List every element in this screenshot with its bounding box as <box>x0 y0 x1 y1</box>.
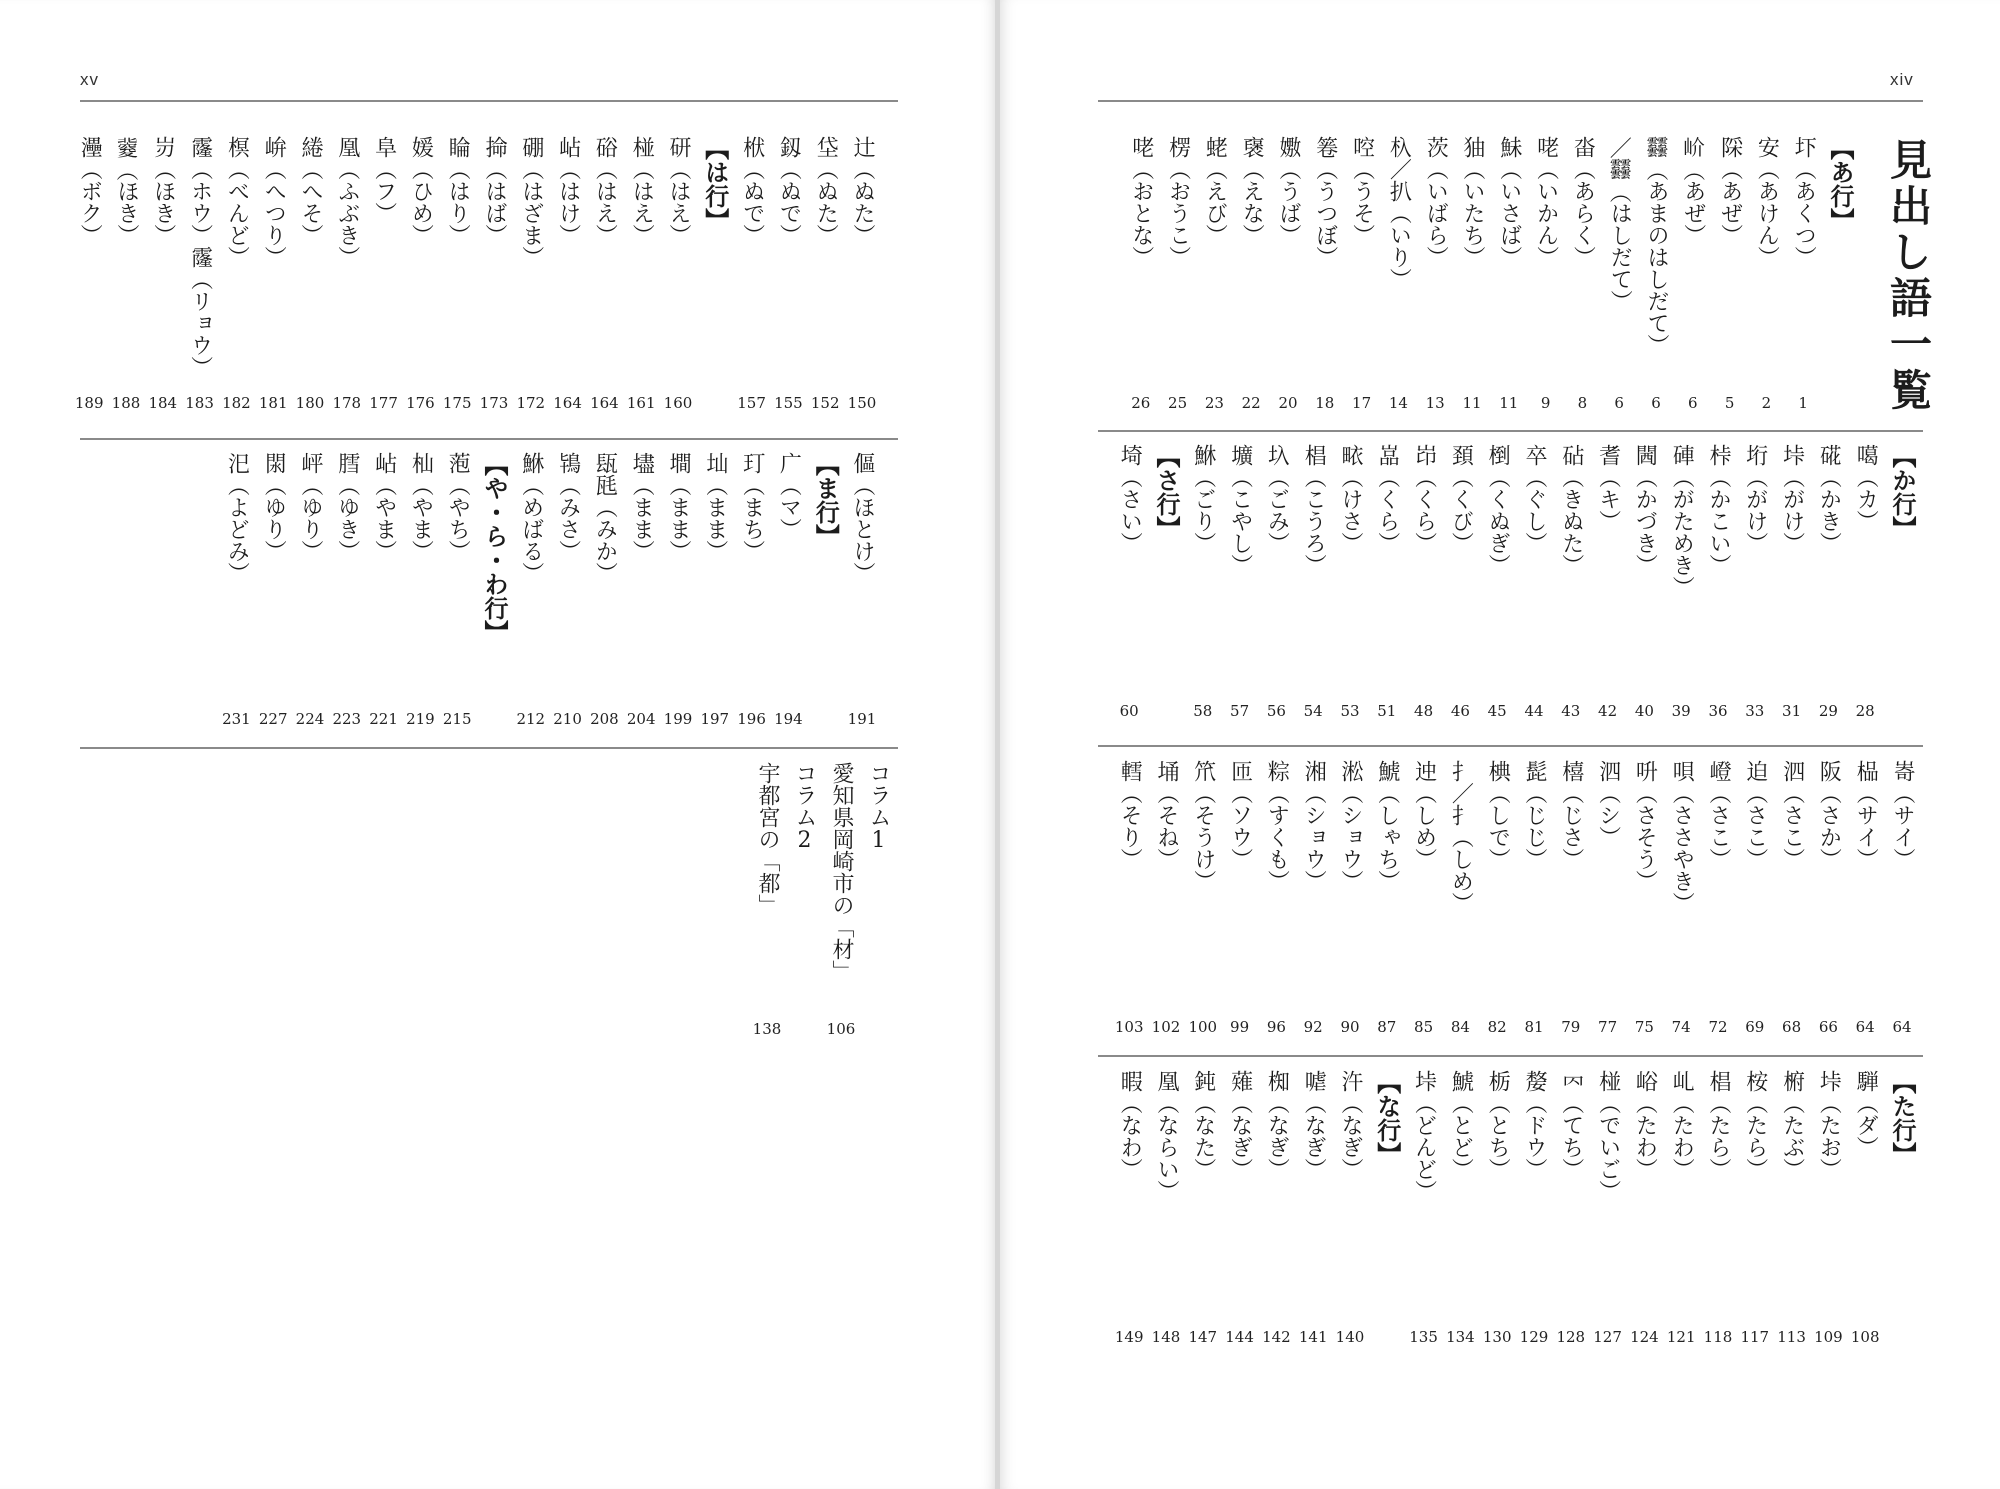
entry-text: 岃（ほき） <box>150 136 176 246</box>
entry-text: 茨（いばら） <box>1423 136 1449 268</box>
entry-page-number: 6 <box>1688 394 1698 412</box>
entry-page-number: 11 <box>1462 394 1482 412</box>
entry-page-number: 102 <box>1151 1018 1181 1036</box>
band-divider-right-3 <box>1098 1055 1923 1057</box>
entry-text: 垳（がけ） <box>1742 444 1768 554</box>
entry-page-number: 176 <box>406 394 435 412</box>
entry-page-number: 148 <box>1151 1328 1181 1346</box>
entry-text: 鈍（なた） <box>1190 1070 1216 1180</box>
entry-page-number: 58 <box>1193 702 1213 720</box>
right-band-3 <box>1000 760 2000 1060</box>
entry-text: 栃（とち） <box>1485 1070 1511 1180</box>
entry-text: 睔（はり） <box>445 136 471 246</box>
entry-page-number: 231 <box>222 710 251 728</box>
entry-page-number: 66 <box>1818 1018 1838 1036</box>
section-heading-label: 【さ行】 <box>1152 444 1180 540</box>
entry-page-number: 29 <box>1818 702 1838 720</box>
entry-text: 匝（ソウ） <box>1227 760 1253 870</box>
entry-page-number: 219 <box>406 710 435 728</box>
entry-page-number: 172 <box>516 394 546 412</box>
entry-text: 桉（たら） <box>1742 1070 1768 1180</box>
entry-text: 釼（ぬで） <box>776 136 802 246</box>
entry-text: 圸（まま） <box>702 452 728 562</box>
entry-text: 埼（さい） <box>1117 444 1143 554</box>
entry-text: 綣（へそ） <box>298 136 323 246</box>
entry-text: 咾（いかん） <box>1533 136 1559 268</box>
entry-text: 峪（たわ） <box>1632 1070 1658 1180</box>
entry-page-number: 103 <box>1114 1018 1144 1036</box>
entry-page-number: 75 <box>1634 1018 1654 1036</box>
entry-text: 髭（じじ） <box>1522 760 1547 870</box>
entry-page-number: 96 <box>1266 1018 1286 1036</box>
entry-text: 硲（はえ） <box>592 136 618 246</box>
page-title: 見出し語一覧 <box>1884 138 1933 414</box>
entry-page-number: 161 <box>626 394 656 412</box>
entry-page-number: 210 <box>553 710 582 728</box>
entry-page-number: 44 <box>1524 702 1544 720</box>
entry-text: 安（あけん） <box>1754 136 1780 268</box>
entry-page-number: 180 <box>295 394 325 412</box>
entry-text: 桛（かこい） <box>1706 444 1731 576</box>
entry-page-number: 142 <box>1262 1328 1291 1346</box>
entry-text: 霳（ホウ）霳（リョウ） <box>187 136 213 378</box>
entry-page-number: 117 <box>1740 1328 1770 1346</box>
entry-page-number: 140 <box>1335 1328 1365 1346</box>
entry-page-number: 57 <box>1230 702 1250 720</box>
entry-text: 椙（たら） <box>1706 1070 1731 1180</box>
right-band-1 <box>1000 136 2000 436</box>
entry-page-number: 87 <box>1377 1018 1397 1036</box>
entry-page-number: 183 <box>185 394 214 412</box>
page-number-left: xv <box>80 70 99 89</box>
entry-text: 壗（まま） <box>629 452 655 562</box>
entry-page-number: 8 <box>1577 394 1588 412</box>
entry-page-number: 85 <box>1414 1018 1434 1036</box>
entry-text: 宇都宮の「都」 <box>755 762 780 916</box>
entry-text: 扌／扌（しめ） <box>1448 760 1474 914</box>
section-heading-label: 【や・ら・わ行】 <box>480 452 508 644</box>
entry-text: 鮴（めばる） <box>518 452 544 584</box>
entry-text: 畓（あらく） <box>1570 136 1596 268</box>
entry-text: 箞（うつぼ） <box>1312 136 1338 268</box>
entry-text: 蛯（えび） <box>1202 136 1228 246</box>
entry-text: 瓺瓱（みか） <box>592 452 618 584</box>
entry-page-number: 45 <box>1487 702 1507 720</box>
entry-text: 閪（かづき） <box>1632 444 1658 576</box>
entry-page-number: 14 <box>1388 394 1408 412</box>
entry-text: 㟢（サイ） <box>1890 760 1915 870</box>
entry-page-number: 11 <box>1499 394 1519 412</box>
entry-page-number: 221 <box>369 710 398 728</box>
entry-text: 榠（べんど） <box>224 136 250 268</box>
entry-text: 㖸（なぎ） <box>1301 1070 1327 1180</box>
entry-page-number: 150 <box>847 394 877 412</box>
right-band-2 <box>1000 444 2000 744</box>
band-divider-left-2 <box>80 747 898 749</box>
entry-text: 壙（こやし） <box>1227 444 1253 576</box>
entry-text: 杁／扒（いり） <box>1386 136 1412 290</box>
entry-text: 鮇（いさば） <box>1496 136 1522 268</box>
entry-text: 閖（ゆり） <box>261 452 287 562</box>
entry-text: 嶝（さこ） <box>1706 760 1731 870</box>
entry-page-number: 134 <box>1446 1328 1475 1346</box>
entry-text: 噶（カ） <box>1853 444 1879 532</box>
entry-text: 頚（くび） <box>1448 444 1474 554</box>
entry-text: 垰（がけ） <box>1779 444 1805 554</box>
entry-text: 薙（なぎ） <box>1227 1070 1253 1180</box>
entry-text: 圦（ごみ） <box>1264 444 1290 554</box>
entry-text: 唄（ささやき） <box>1669 760 1695 914</box>
entry-text: 耆（キ） <box>1595 444 1621 532</box>
entry-text: 岼（ゆり） <box>298 452 323 562</box>
entry-text: 汜（よどみ） <box>224 452 250 584</box>
entry-page-number: 33 <box>1745 702 1765 720</box>
entry-page-number: 5 <box>1724 394 1735 412</box>
entry-text: 垰（たお） <box>1816 1070 1842 1180</box>
entry-page-number: 113 <box>1777 1328 1806 1346</box>
entry-text: 岇（くら） <box>1411 444 1437 554</box>
entry-text: 傴（ほとけ） <box>850 452 875 584</box>
entry-text: 嫐（うば） <box>1276 136 1301 246</box>
entry-page-number: 6 <box>1614 394 1624 412</box>
entry-text: 㹨（いたち） <box>1460 136 1485 268</box>
entry-page-number: 130 <box>1482 1328 1512 1346</box>
left-band-2 <box>0 452 995 752</box>
entry-page-number: 188 <box>111 394 141 412</box>
entry-page-number: 84 <box>1450 1018 1470 1036</box>
entry-page-number: 141 <box>1298 1328 1328 1346</box>
band-divider-left-1 <box>80 438 898 440</box>
entry-text: 𨺉（あぜ） <box>1717 136 1743 246</box>
entry-text: 阪（さか） <box>1816 760 1842 870</box>
entry-page-number: 56 <box>1266 702 1286 720</box>
entry-text: 阜（フ） <box>371 136 397 224</box>
entry-page-number: 54 <box>1303 702 1323 720</box>
entry-text: 榀（サイ） <box>1853 760 1879 870</box>
entry-text: 硴（かき） <box>1816 444 1842 554</box>
band-divider-right-2 <box>1098 745 1923 747</box>
entry-text: 砧（きぬた） <box>1558 444 1584 576</box>
entry-page-number: 43 <box>1561 702 1581 720</box>
entry-text: 𩇔（あまのはしだて） <box>1644 136 1669 356</box>
entry-text: 湘（ショウ） <box>1301 760 1327 892</box>
entry-page-number: 212 <box>516 710 546 728</box>
entry-text: 淞（ショウ） <box>1338 760 1363 892</box>
entry-text: コラム2 <box>792 762 817 853</box>
entry-text: 萢（やち） <box>445 452 471 562</box>
entry-page-number: 28 <box>1855 702 1875 720</box>
entry-text: 椥（なぎ） <box>1264 1070 1290 1180</box>
entry-page-number: 178 <box>332 394 362 412</box>
right-band-4 <box>1000 1070 2000 1370</box>
entry-page-number: 189 <box>74 394 104 412</box>
entry-page-number: 36 <box>1708 702 1728 720</box>
entry-text: 研（はえ） <box>666 136 691 246</box>
top-rule-right <box>1098 100 1923 102</box>
entry-page-number: 138 <box>752 1020 782 1038</box>
entry-text: 畩（けさ） <box>1338 444 1363 554</box>
entry-text: 愛知県岡崎市の「材」 <box>829 762 854 982</box>
entry-text: 鯱（しゃち） <box>1374 760 1400 892</box>
entry-page-number: 42 <box>1598 702 1618 720</box>
entry-page-number: 31 <box>1782 702 1802 720</box>
entry-page-number: 64 <box>1855 1018 1875 1036</box>
page-number-right: xiv <box>1890 70 1914 89</box>
entry-text: 椨（たぶ） <box>1779 1070 1805 1180</box>
entry-page-number: 46 <box>1450 702 1470 720</box>
entry-page-number: 64 <box>1892 1018 1912 1036</box>
left-band-1 <box>0 136 995 436</box>
entry-text: 椪（でいご） <box>1595 1070 1621 1202</box>
entry-page-number: 155 <box>774 394 803 412</box>
entry-text: 橲（じさ） <box>1558 760 1584 870</box>
entry-page-number: 128 <box>1556 1328 1586 1346</box>
entry-page-number: 1 <box>1798 394 1808 412</box>
entry-text: 嵓（くら） <box>1374 444 1400 554</box>
entry-page-number: 224 <box>295 710 325 728</box>
entry-page-number: 160 <box>663 394 693 412</box>
entry-text: ／𩇔（はしだて） <box>1607 136 1633 312</box>
section-heading-label: 【あ行】 <box>1826 136 1854 232</box>
entry-page-number: 77 <box>1598 1018 1618 1036</box>
entry-text: 鴇（みさ） <box>555 452 581 562</box>
entry-text: 騨（ダ） <box>1853 1070 1879 1158</box>
entry-text: 凰（ふぶき） <box>334 136 360 268</box>
entry-page-number: 60 <box>1119 702 1139 720</box>
entry-text: 咾（おとな） <box>1128 136 1154 268</box>
entry-page-number: 17 <box>1352 394 1372 412</box>
entry-text: 硨（がためき） <box>1669 444 1695 598</box>
band-divider-right-1 <box>1098 430 1923 432</box>
entry-page-number: 181 <box>258 394 288 412</box>
entry-text: 广（マ） <box>776 452 802 540</box>
section-heading-label: 【は行】 <box>700 136 729 232</box>
entry-text: 圷（あくつ） <box>1791 136 1817 268</box>
entry-text: 𥨏（ほき） <box>114 136 139 246</box>
entry-page-number: 177 <box>369 394 398 412</box>
entry-page-number: 90 <box>1340 1018 1360 1036</box>
entry-text: 椡（くぬぎ） <box>1485 444 1511 576</box>
entry-page-number: 175 <box>442 394 472 412</box>
entry-text: 襃（えな） <box>1239 136 1265 246</box>
entry-page-number: 197 <box>700 710 730 728</box>
entry-page-number: 121 <box>1666 1328 1696 1346</box>
entry-text: 玎（まち） <box>739 452 765 562</box>
entry-page-number: 51 <box>1377 702 1397 720</box>
entry-text: 凰（ならい） <box>1154 1070 1179 1202</box>
entry-page-number: 39 <box>1671 702 1691 720</box>
section-heading-label: 【か行】 <box>1888 444 1916 540</box>
entry-text: 椣（しで） <box>1485 760 1511 870</box>
entry-page-number: 100 <box>1188 1018 1218 1036</box>
entry-text: 媛（ひめ） <box>408 136 434 246</box>
entry-page-number: 215 <box>442 710 472 728</box>
entry-page-number: 149 <box>1114 1328 1144 1346</box>
entry-page-number: 127 <box>1593 1328 1622 1346</box>
entry-page-number: 81 <box>1524 1018 1544 1036</box>
entry-page-number: 124 <box>1630 1328 1659 1346</box>
entry-text: 迫（さこ） <box>1742 760 1768 870</box>
entry-page-number: 23 <box>1204 394 1224 412</box>
entry-text: 岾（はけ） <box>555 136 581 246</box>
left-band-3 <box>0 762 995 1062</box>
entry-page-number: 25 <box>1168 394 1188 412</box>
entry-text: 泗（さこ） <box>1779 760 1805 870</box>
entry-page-number: 164 <box>553 394 582 412</box>
entry-page-number: 92 <box>1303 1018 1323 1036</box>
entry-text: 垈（ぬた） <box>813 136 839 246</box>
entry-text: 硼（はざま） <box>518 136 544 268</box>
entry-page-number: 196 <box>737 710 766 728</box>
entry-page-number: 227 <box>258 710 288 728</box>
entry-page-number: 20 <box>1278 394 1298 412</box>
entry-text: 乢（たわ） <box>1669 1070 1695 1180</box>
entry-page-number: 99 <box>1230 1018 1250 1036</box>
entry-text: 暇（なわ） <box>1117 1070 1143 1180</box>
entry-text: 辻（ぬた） <box>850 136 875 246</box>
entry-page-number: 164 <box>590 394 619 412</box>
entry-page-number: 157 <box>737 394 766 412</box>
entry-page-number: 69 <box>1745 1018 1765 1036</box>
entry-page-number: 6 <box>1651 394 1661 412</box>
entry-text: 杣（やま） <box>408 452 434 562</box>
entry-page-number: 184 <box>148 394 178 412</box>
entry-page-number: 223 <box>332 710 362 728</box>
entry-page-number: 2 <box>1761 394 1772 412</box>
entry-text: 𡵚（あぜ） <box>1680 136 1706 246</box>
entry-text: 呏（さそう） <box>1632 760 1658 892</box>
entry-page-number: 194 <box>774 710 803 728</box>
entry-page-number: 129 <box>1519 1328 1549 1346</box>
entry-text: 汻（なぎ） <box>1338 1070 1363 1180</box>
section-heading-label: 【ま行】 <box>811 452 840 548</box>
entry-text: 啌（うそ） <box>1349 136 1375 246</box>
entry-text: 笊（そうけ） <box>1190 760 1216 892</box>
entry-text: 膤（ゆき） <box>334 452 360 562</box>
entry-text: 掵（はば） <box>482 136 507 246</box>
entry-page-number: 82 <box>1487 1018 1507 1036</box>
entry-text: 椙（こうろ） <box>1301 444 1327 576</box>
entry-page-number: 109 <box>1814 1328 1843 1346</box>
entry-page-number: 22 <box>1241 394 1261 412</box>
entry-text: 灅（ボク） <box>77 136 103 246</box>
entry-text: 迚（しめ） <box>1411 760 1437 870</box>
entry-text: 鮴（ごり） <box>1190 444 1216 554</box>
entry-page-number: 74 <box>1671 1018 1691 1036</box>
left-page <box>0 0 995 1489</box>
entry-page-number: 108 <box>1850 1328 1880 1346</box>
entry-text: コラム1 <box>866 762 891 853</box>
entry-page-number: 18 <box>1315 394 1335 412</box>
entry-text: 峅（へつり） <box>261 136 287 268</box>
entry-page-number: 208 <box>590 710 619 728</box>
entry-page-number: 79 <box>1561 1018 1581 1036</box>
entry-page-number: 191 <box>847 710 877 728</box>
entry-page-number: 204 <box>626 710 656 728</box>
entry-page-number: 26 <box>1131 394 1151 412</box>
entry-page-number: 135 <box>1409 1328 1438 1346</box>
entry-text: 垰（どんど） <box>1411 1070 1437 1202</box>
entry-text: 楞（おうこ） <box>1165 136 1191 268</box>
entry-text: 岾（やま） <box>371 452 397 562</box>
entry-text: 粽（すくも） <box>1264 760 1290 892</box>
right-page <box>1000 0 2000 1489</box>
entry-page-number: 40 <box>1634 702 1654 720</box>
entry-page-number: 147 <box>1188 1328 1218 1346</box>
top-rule-left <box>80 100 898 102</box>
entry-page-number: 9 <box>1540 394 1551 412</box>
entry-text: 嫠（ドウ） <box>1522 1070 1547 1180</box>
entry-page-number: 106 <box>826 1020 856 1038</box>
entry-page-number: 53 <box>1340 702 1360 720</box>
entry-text: 栿（ぬで） <box>739 136 765 246</box>
entry-text: 墹（まま） <box>666 452 691 562</box>
entry-text: 鯱（とど） <box>1448 1070 1474 1180</box>
entry-text: 𠔿（てち） <box>1558 1070 1584 1180</box>
entry-page-number: 182 <box>222 394 251 412</box>
entry-text: 埇（そね） <box>1154 760 1179 870</box>
section-heading-label: 【な行】 <box>1372 1070 1401 1166</box>
entry-text: 椪（はえ） <box>629 136 655 246</box>
entry-page-number: 48 <box>1414 702 1434 720</box>
entry-page-number: 152 <box>810 394 840 412</box>
entry-page-number: 199 <box>663 710 693 728</box>
entry-page-number: 118 <box>1703 1328 1733 1346</box>
entry-page-number: 72 <box>1708 1018 1728 1036</box>
section-heading-label: 【た行】 <box>1888 1070 1916 1166</box>
entry-page-number: 68 <box>1782 1018 1802 1036</box>
entry-page-number: 13 <box>1425 394 1445 412</box>
entry-page-number: 144 <box>1225 1328 1254 1346</box>
entry-text: 卒（ぐし） <box>1522 444 1547 554</box>
entry-text: 泗（シ） <box>1595 760 1621 848</box>
entry-text: 轌（そり） <box>1117 760 1143 870</box>
entry-page-number: 173 <box>479 394 509 412</box>
